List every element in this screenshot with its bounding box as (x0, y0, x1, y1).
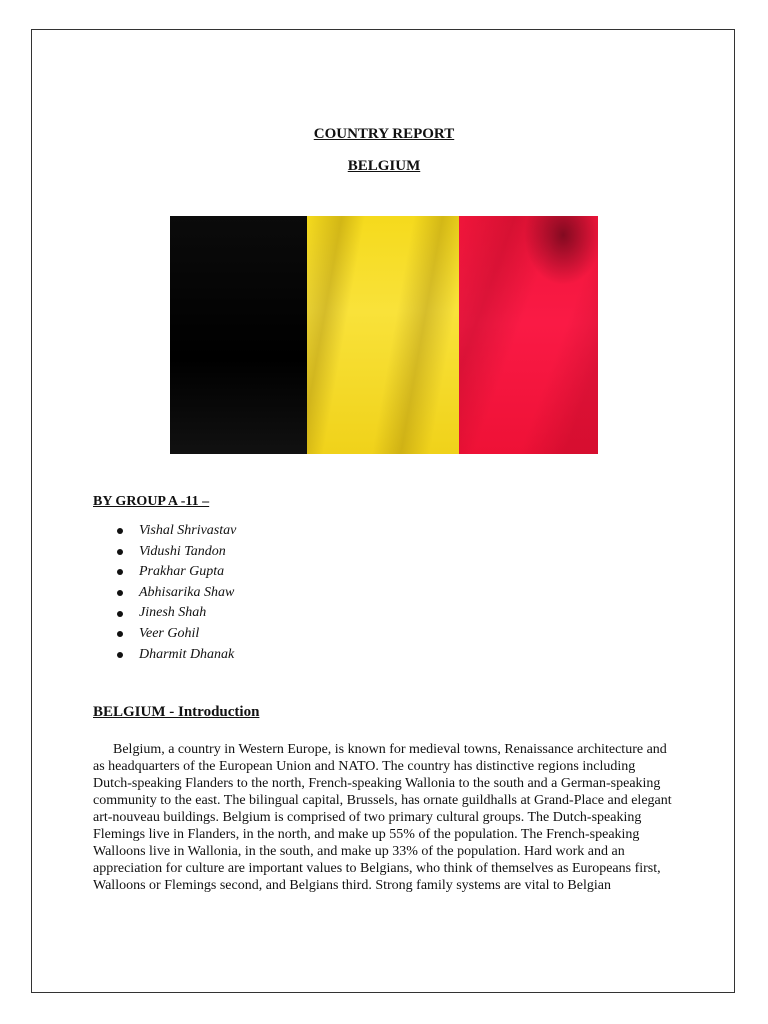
bullet-icon (117, 590, 123, 596)
list-item (112, 603, 236, 624)
bullet-icon (117, 549, 123, 555)
list-item (112, 645, 236, 666)
group-heading: BY GROUP A -11 – (93, 494, 210, 509)
member-name: Vidushi Tandon (139, 543, 226, 559)
member-name: Veer Gohil (139, 625, 200, 641)
member-name: Abhisarika Shaw (139, 584, 235, 600)
list-item (112, 583, 236, 604)
flag-stripe-black (170, 216, 307, 454)
list-item (112, 542, 236, 563)
member-list (112, 521, 236, 665)
introduction-paragraph: Belgium, a country in Western Europe, is known for medieval towns, Renaissance architecture and as headquarters of the European Union and NATO. The country has distinctive regions including Dutch-speaking Flanders to the north, French-speaking Wallonia to the south and a German-speaking community to the east. The bilingual capital, Brussels, has ornate guildhalls at Grand-Place and elegant art-nouveau buildings. Belgium is comprised of two primary cultural groups. The Dutch-speaking Flemings live in Flanders, in the north, and make up 55% of the population. The French-speaking Walloons live in Wallonia, in the south, and make up 33% of the population. Hard work and an appreciation for culture are important values to Belgians, who think of themselves as Europeans first, Walloons or Flemings second, and Belgians third. Strong family systems are vital to Belgian (93, 742, 672, 893)
introduction-heading: BELGIUM - Introduction (93, 704, 260, 720)
belgium-flag-image (170, 216, 598, 454)
flag-stripe-red (459, 216, 598, 454)
bullet-icon (117, 528, 123, 534)
member-name: Jinesh Shah (139, 605, 207, 621)
report-subtitle: BELGIUM (347, 158, 421, 174)
bullet-icon (117, 569, 123, 575)
list-item (112, 562, 236, 583)
bullet-icon (117, 652, 123, 658)
report-title: COUNTRY REPORT (313, 126, 455, 142)
member-name: Vishal Shrivastav (139, 523, 237, 538)
list-item (112, 624, 236, 645)
member-name: Dharmit Dhanak (139, 646, 235, 662)
flag-stripe-yellow (307, 216, 459, 454)
member-name: Prakhar Gupta (139, 564, 225, 580)
bullet-icon (117, 611, 123, 617)
list-item (112, 521, 236, 542)
bullet-icon (117, 631, 123, 637)
